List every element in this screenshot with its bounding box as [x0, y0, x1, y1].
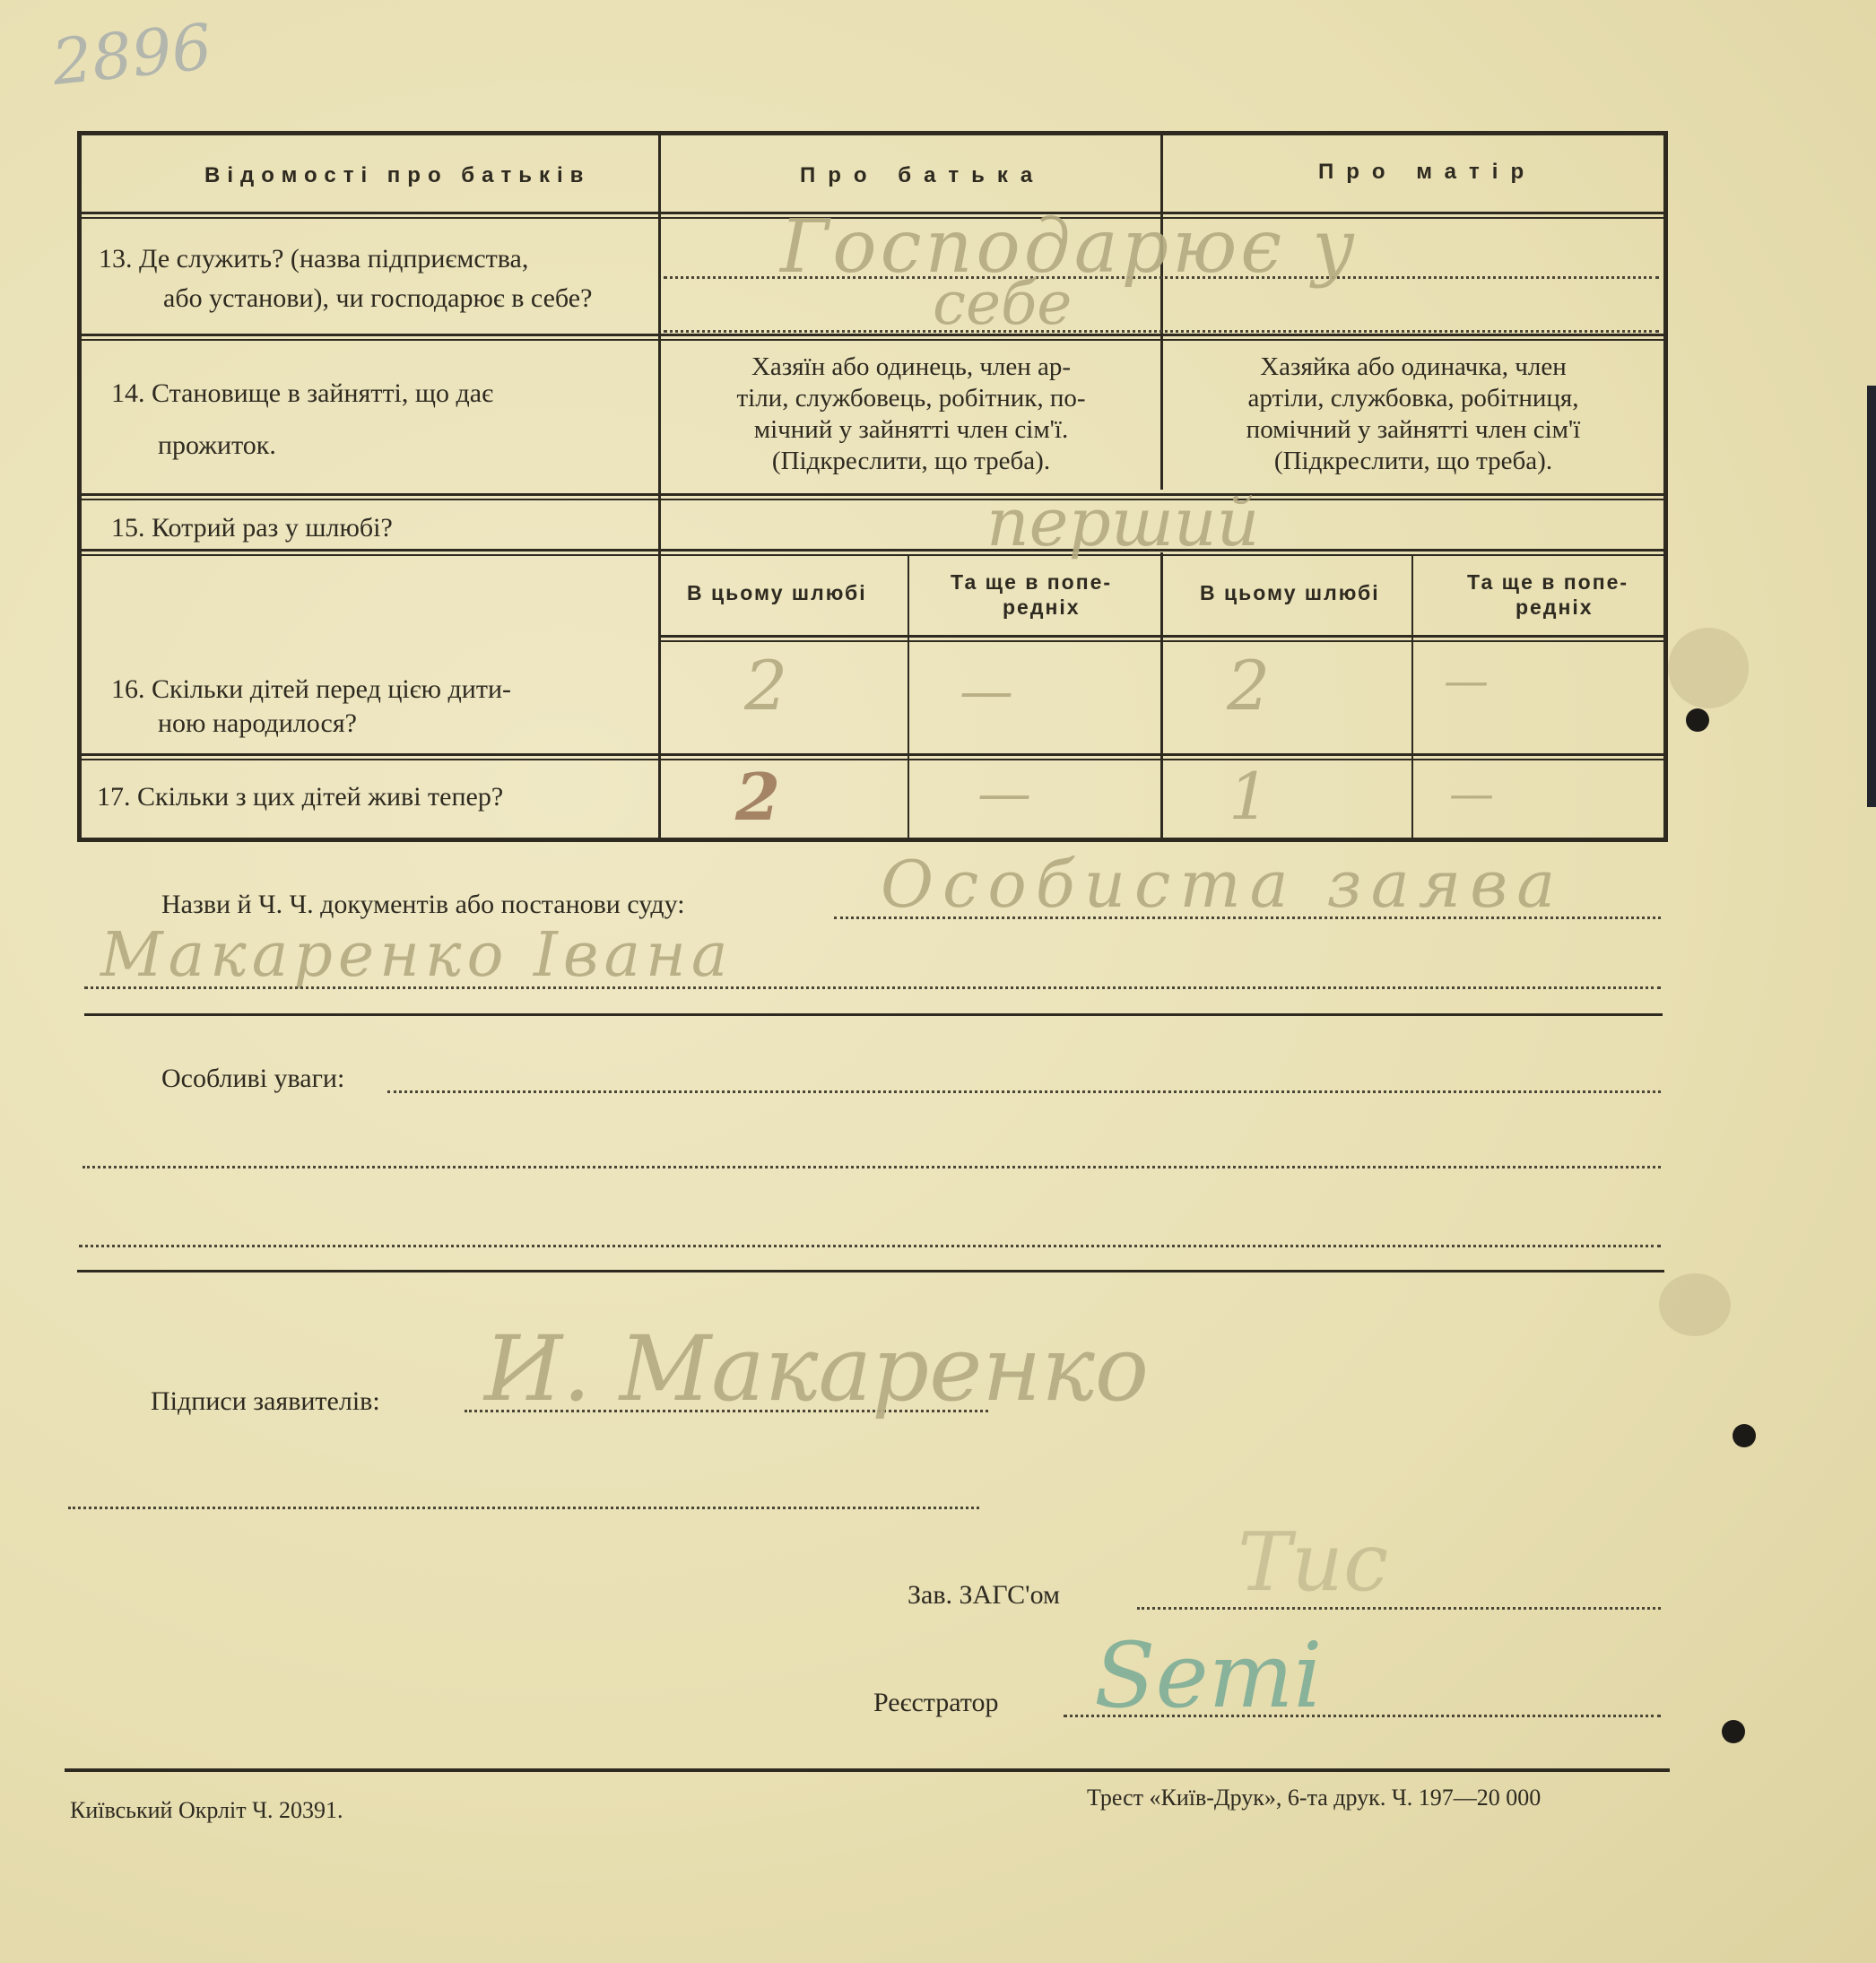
- row-sep-13: [81, 334, 1664, 336]
- header-parents-info: Відомості про батьків: [204, 163, 591, 187]
- punch-hole: [1686, 708, 1709, 732]
- divider-v-sub2: [1411, 556, 1413, 839]
- row13-handwritten-1: Господарює у: [780, 204, 1359, 290]
- row14-father-line: (Підкреслити, що треба).: [771, 447, 1051, 475]
- table-border-left: [77, 131, 82, 842]
- remarks-label: Особливі уваги:: [161, 1064, 345, 1093]
- row-sep-subhdr: [661, 635, 1664, 638]
- zags-head-signature: Тис: [1238, 1516, 1389, 1610]
- documents-handwritten-2: Макаренко Івана: [100, 920, 734, 991]
- subhdr-mother-this: В цьому шлюбі: [1200, 581, 1380, 604]
- row16-label-2: ною народилося?: [158, 708, 357, 738]
- row-sep-15: [81, 549, 1664, 552]
- row17-father-prev-value: —: [977, 762, 1031, 825]
- row14-father-options: [664, 352, 1159, 477]
- subhdr-mother-prev-2: редніх: [1516, 595, 1594, 619]
- paper-stain: [1668, 628, 1749, 708]
- table-border-right: [1663, 131, 1668, 842]
- row14-mother-line: Хазяйка або одиначка, член: [1260, 352, 1567, 381]
- subhdr-father-this: В цьому шлюбі: [687, 581, 867, 604]
- row14-mother-line: (Підкреслити, що треба).: [1273, 447, 1553, 475]
- row13-label-2: або установи), чи господарює в себе?: [163, 283, 593, 313]
- registrar-signature: Semi: [1094, 1623, 1323, 1728]
- row14-mother-line: помічний у зайнятті член сім'ї: [1246, 415, 1581, 444]
- zags-head-label: Зав. ЗАГС'ом: [908, 1580, 1060, 1610]
- row13-handwritten-2: себе: [933, 269, 1073, 338]
- row14-mother-options: [1166, 352, 1661, 477]
- row14-mother-line: артіли, службовка, робітниця,: [1247, 384, 1579, 413]
- documents-dotline-2: [84, 986, 1661, 989]
- corner-pencil-note: 2896: [48, 9, 215, 100]
- remarks-dotline-3: [79, 1245, 1661, 1247]
- row-sep-16b: [81, 759, 1664, 760]
- registrar-label: Реєстратор: [873, 1688, 999, 1717]
- row-sep-15b: [81, 554, 1664, 556]
- table-border-top: [77, 131, 1668, 135]
- row15-label: 15. Котрий раз у шлюбі?: [111, 513, 393, 543]
- row14-father-line: тіли, службовець, робітник, по-: [736, 384, 1086, 413]
- row-sep-subhdr-b: [661, 640, 1664, 642]
- row15-handwritten: перший: [986, 484, 1260, 561]
- row14-label-1: 14. Становище в зайнятті, що дає: [111, 378, 493, 408]
- table-border-bottom: [77, 838, 1668, 842]
- row13-label-1: 13. Де служить? (назва підприємства,: [99, 244, 529, 274]
- subhdr-mother-prev-1: Та ще в попе-: [1467, 570, 1629, 594]
- remarks-separator: [77, 1270, 1664, 1272]
- row17-father-this-value: 2: [735, 759, 781, 835]
- documents-label: Назви й Ч. Ч. документів або постанови суду:: [161, 890, 685, 919]
- footer-rule: [65, 1768, 1670, 1772]
- applicants-signature-label: Підписи заявителів:: [151, 1386, 380, 1416]
- punch-hole: [1733, 1424, 1756, 1447]
- remarks-dotline-2: [83, 1166, 1661, 1168]
- divider-v-sub1: [908, 556, 909, 839]
- remarks-dotline-1: [387, 1090, 1661, 1093]
- header-mother: Про матір: [1318, 160, 1537, 184]
- row13-dotline-2: [664, 330, 1659, 333]
- row17-label: 17. Скільки з цих дітей живі тепер?: [97, 782, 504, 812]
- subhdr-father-prev-2: редніх: [1003, 595, 1081, 619]
- footer-printer-note: Трест «Київ-Друк», 6-та друк. Ч. 197—20 000: [1087, 1785, 1542, 1811]
- row-sep-13b: [81, 339, 1664, 341]
- divider-v2b: [1160, 552, 1163, 839]
- header-father: Про батька: [800, 163, 1046, 187]
- subhdr-father-prev-1: Та ще в попе-: [951, 570, 1113, 594]
- row-sep-14b: [81, 499, 1664, 500]
- row16-mother-this-value: 2: [1227, 646, 1271, 725]
- zags-head-dotline: [1137, 1607, 1661, 1610]
- divider-v1: [658, 131, 661, 839]
- scan-edge-bar: [1867, 386, 1876, 807]
- row14-label-2: прожиток.: [158, 430, 276, 460]
- row16-father-this-value: 2: [744, 646, 788, 725]
- documents-separator: [84, 1013, 1663, 1016]
- punch-hole: [1722, 1720, 1745, 1743]
- paper-stain: [1659, 1273, 1731, 1336]
- applicants-signature-handwritten: И. Макаренко: [484, 1316, 1150, 1421]
- row16-label-1: 16. Скільки дітей перед цією дити-: [111, 674, 511, 704]
- row-sep-16: [81, 753, 1664, 756]
- row14-father-line: мічний у зайнятті член сім'ї.: [753, 415, 1069, 444]
- row14-father-line: Хазяїн або одинець, член ар-: [751, 352, 1072, 381]
- row17-mother-prev-value: —: [1449, 768, 1494, 820]
- row-sep-14: [81, 493, 1664, 496]
- divider-v2: [1160, 131, 1163, 490]
- documents-handwritten-1: Особиста заява: [881, 847, 1565, 922]
- footer-censor-note: Київський Окрліт Ч. 20391.: [70, 1797, 343, 1823]
- row16-father-prev-value: —: [960, 660, 1013, 723]
- row16-mother-prev-value: —: [1444, 655, 1489, 707]
- row17-mother-this-value: 1: [1229, 759, 1270, 834]
- applicants-signature-dotline-2: [68, 1507, 979, 1509]
